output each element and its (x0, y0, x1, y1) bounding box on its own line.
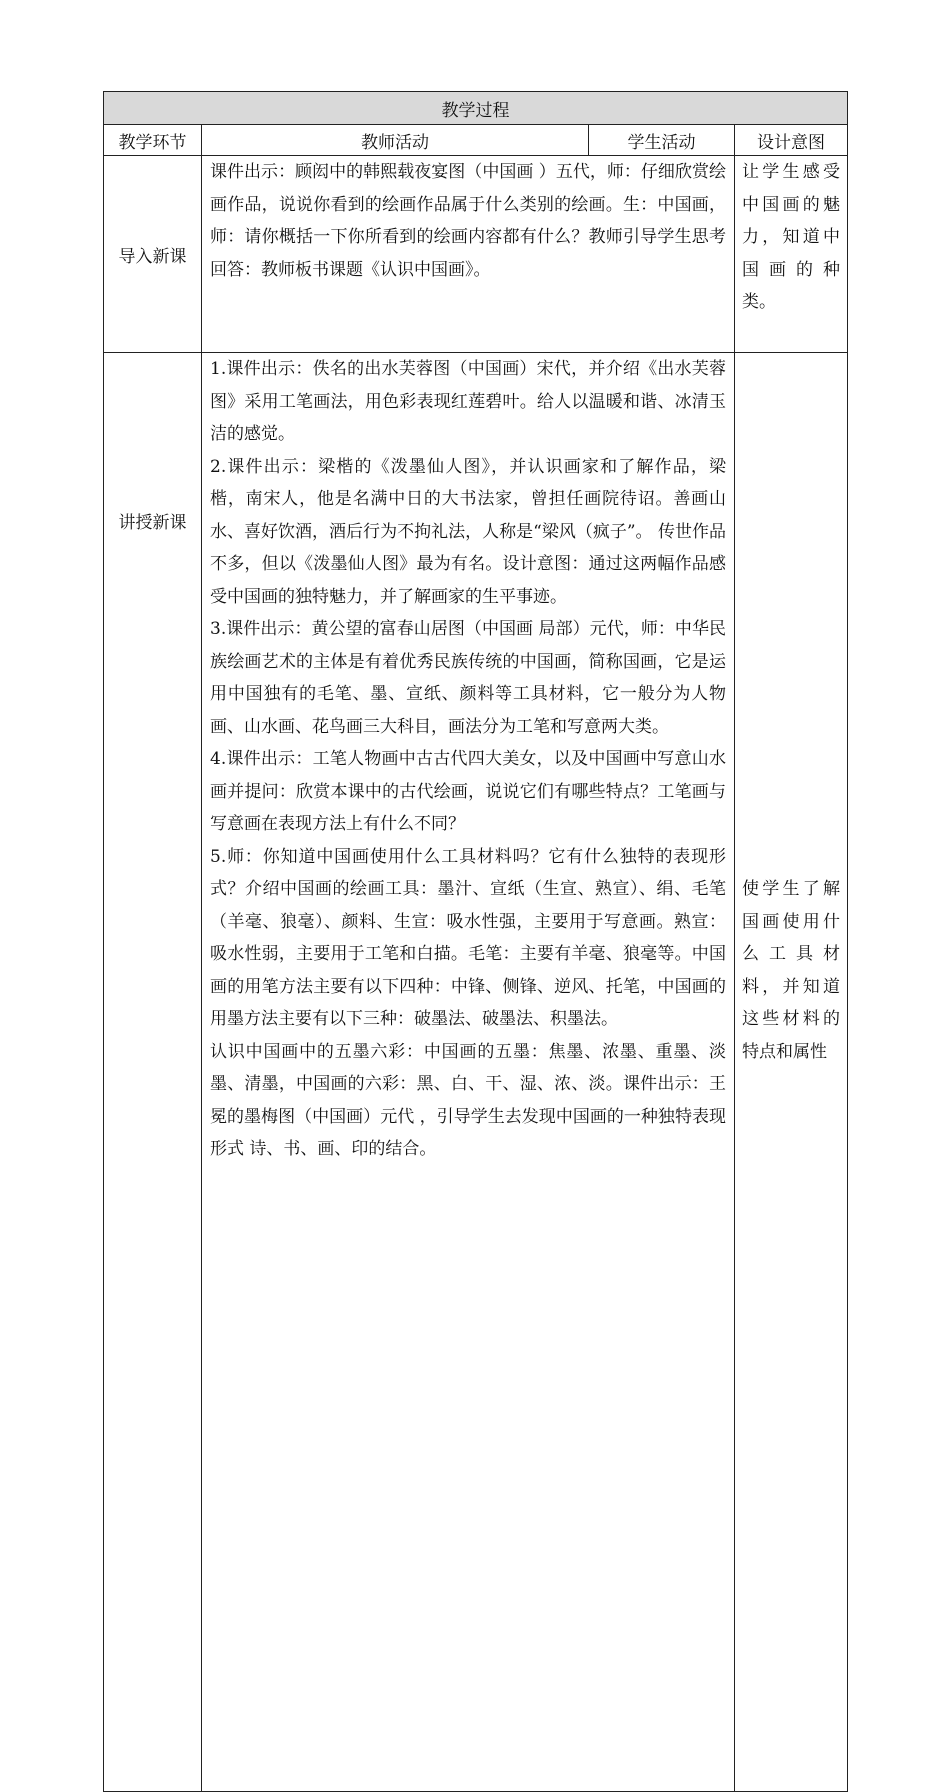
table-row-intro (104, 156, 848, 353)
teacher-activity-cell (202, 353, 735, 1792)
header-design-intent: 设计意图 (735, 125, 848, 156)
header-teacher-activity: 教师活动 (202, 125, 589, 156)
teacher-paragraph: 3.课件出示：黄公望的富春山居图（中国画 局部）元代，师：中华民族绘画艺术的主体是有着优秀民族传统的中国画，简称国画，它是运用中国独有的毛笔、墨、宣纸、颜料等工具材料，它一般分为人物画、山水画、花鸟画三大科目，画法分为工笔和写意两大类。 (210, 619, 726, 737)
teacher-paragraph: 课件出示：顾闳中的韩熙载夜宴图（中国画 ）五代，师：仔细欣赏绘画作品，说说你看到的绘画作品属于什么类别的绘画。生：中国画，师：请你概括一下你所看到的绘画内容都有什么？教师引导学生思考回答：教师板书课题《认识中国画》。 (210, 162, 726, 280)
header-stage: 教学环节 (104, 125, 202, 156)
table-title: 教学过程 (104, 92, 848, 125)
lesson-process-document (103, 91, 847, 1274)
teacher-paragraph: 4.课件出示：工笔人物画中古古代四大美女，以及中国画中写意山水画并提问：欣赏本课中的古代绘画，说说它们有哪些特点？工笔画与写意画在表现方法上有什么不同？ (210, 749, 726, 834)
teacher-paragraph: 5.师：你知道中国画使用什么工具材料吗？它有什么独特的表现形式？介绍中国画的绘画工具：墨汁、宣纸（生宣、熟宣）、绢、毛笔（羊毫、狼毫）、颜料、生宣：吸水性强，主要用于写意画。熟宣：吸水性弱，主要用于工笔和白描。毛笔：主要有羊毫、狼毫等。中国画的用笔方法主要有以下四种：中锋、侧锋、逆风、托笔，中国画的用墨方法主要有以下三种：破墨法、破墨法、积墨法。 (210, 846, 726, 1029)
stage-cell: 导入新课 (104, 156, 202, 353)
teacher-paragraph: 2.课件出示：梁楷的《泼墨仙人图》，并认识画家和了解作品，梁楷，南宋人，他是名满中日的大书法家，曾担任画院待诏。善画山水、喜好饮酒，酒后行为不拘礼法，人称是“梁风（疯子”。 传世作品不多，但以《泼墨仙人图》最为有名。设计意图：通过这两幅作品感受中国画的独特魅力，并了解画家的生平事迹。 (210, 456, 726, 607)
design-intent-cell: 让学生感受中国画的魅力，知道中国画的种类。 (735, 156, 848, 353)
design-intent-cell: 使学生了解国画使用什么工具材料，并知道这些材料的特点和属性 (735, 353, 848, 1792)
header-student-activity: 学生活动 (589, 125, 735, 156)
teaching-process-table (103, 91, 848, 1792)
table-row-main (104, 353, 848, 1792)
teacher-activity-cell (202, 156, 735, 353)
stage-cell: 讲授新课 (104, 353, 202, 1792)
teacher-paragraph: 认识中国画中的五墨六彩：中国画的五墨：焦墨、浓墨、重墨、淡墨、清墨，中国画的六彩：黑、白、干、湿、浓、淡。课件出示：王冕的墨梅图（中国画）元代 ，引导学生去发现中国画的一种独特表现形式 诗、书、画、印的结合。 (210, 1041, 726, 1159)
teacher-paragraph: 1.课件出示：佚名的出水芙蓉图（中国画）宋代，并介绍《出水芙蓉图》采用工笔画法，用色彩表现红莲碧叶。给人以温暖和谐、冰清玉洁的感觉。 (210, 359, 726, 444)
